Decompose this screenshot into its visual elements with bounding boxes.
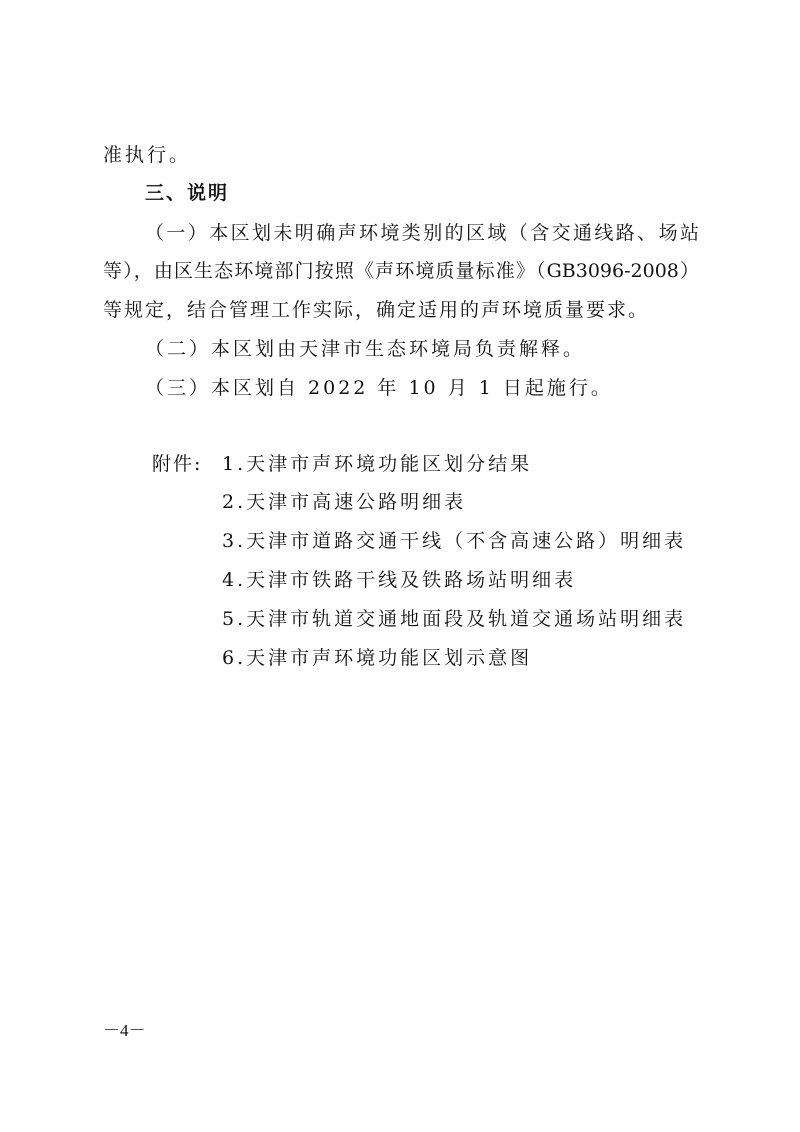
attachments-label: 附件:: [152, 453, 203, 475]
paragraph-3: （三）本区划自 2022 年 10 月 1 日起施行。: [145, 377, 613, 399]
attachment-item: 4.天津市铁路干线及铁路场站明细表: [222, 569, 577, 591]
paragraph-1-line-2: 等），由区生态环境部门按照《声环境质量标准》（GB3096-2008）: [103, 260, 699, 282]
paragraph-2: （二）本区划由天津市生态环境局负责解释。: [145, 338, 586, 360]
paragraph-1-line-3: 等规定，结合管理工作实际，确定适用的声环境质量要求。: [103, 299, 650, 321]
paragraph-1-line-1: （一）本区划未明确声环境类别的区域（含交通线路、场站: [145, 222, 699, 244]
page-number: －4－: [103, 1021, 146, 1040]
attachment-item: 1.天津市声环境功能区划分结果: [222, 453, 533, 475]
attachment-item: 5.天津市轨道交通地面段及轨道交通场站明细表: [222, 608, 687, 630]
attachment-item: 6.天津市声环境功能区划示意图: [222, 647, 533, 669]
section-heading: 三、说明: [145, 182, 230, 204]
attachment-item: 3.天津市道路交通干线（不含高速公路）明细表: [222, 530, 687, 552]
continuation-text: 准执行。: [103, 144, 192, 166]
attachment-item: 2.天津市高速公路明细表: [222, 491, 467, 513]
